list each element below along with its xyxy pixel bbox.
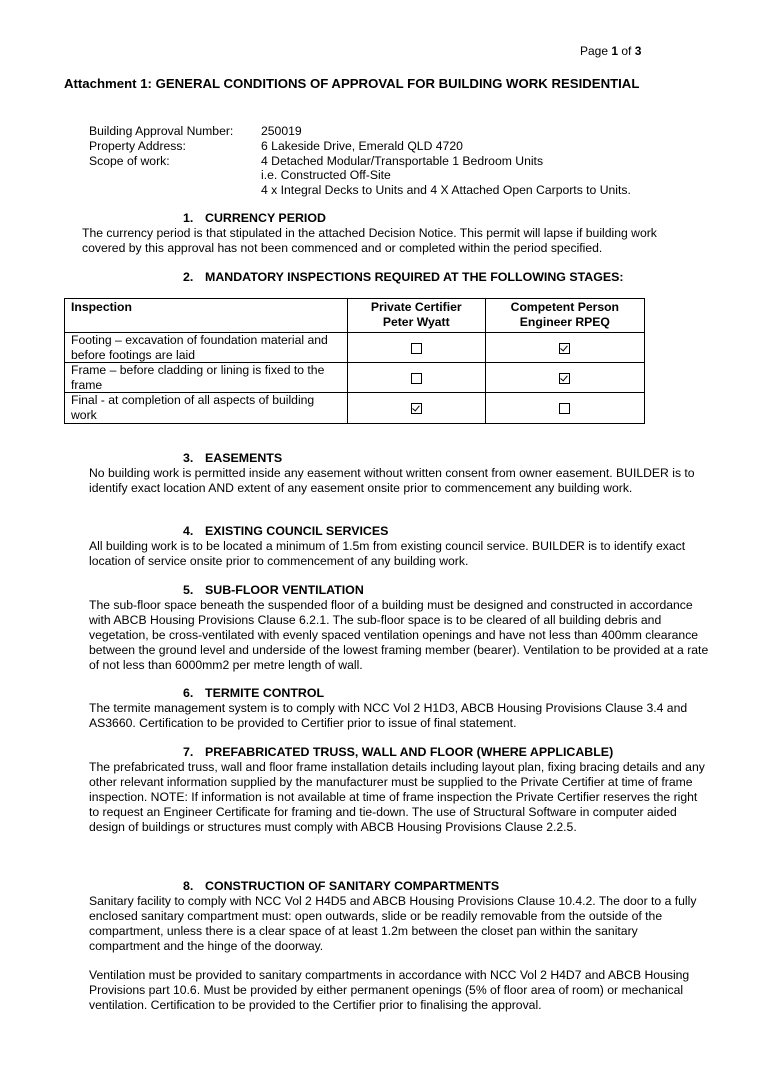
table-row: [65, 393, 645, 423]
section-text-prefabricated: The prefabricated truss, wall and floor frame installation details including layout plan, fixing bracing details and any other relevant information supplied by the manufacturer must be supplied to the Private Certifier at time of frame inspection. NOTE: If information is not available at time of frame inspection the Private Certifier reserves the right to request an Engineer Certificate for framing and tie-down. The use of Structural Software in computer aided design of buildings or structures must comply with ABCB Housing Provisions Clause 2.2.5.: [89, 760, 705, 834]
inspection-stage: Footing – excavation of foundation material and before footings are laid: [65, 333, 348, 363]
section-text-termite: The termite management system is to comply with NCC Vol 2 H1D3, ABCB Housing Provisions Clause 3.4 and AS3660. Certification to be provided to Certifier prior to issue of final statement.: [89, 701, 688, 730]
approval-number-value: 250019: [261, 124, 302, 138]
scope-label: Scope of work:: [89, 153, 170, 168]
page-number: Page 1 of 3: [580, 44, 642, 58]
section-heading-easements: 3. EASEMENTS: [183, 451, 283, 465]
section-text-currency: The currency period is that stipulated in the attached Decision Notice. This permit will lapse if building work covered by this approval has not been commenced and or completed within the period specified.: [82, 226, 657, 255]
section-heading-inspections: 2. MANDATORY INSPECTIONS REQUIRED AT THE FOLLOWING STAGES:: [183, 270, 624, 284]
section-text-council-services: All building work is to be located a minimum of 1.5m from existing council service. BUILDER is to identify exact location of service onsite prior to commencement of any building work.: [89, 539, 686, 568]
scope-line: i.e. Constructed Off-Site: [261, 168, 391, 183]
section-heading-currency: 1. CURRENCY PERIOD: [183, 211, 326, 225]
approval-details: [89, 124, 631, 198]
property-address-label: Property Address:: [89, 138, 186, 153]
section-text-easements: No building work is permitted inside any easement without written consent from owner easement. BUILDER is to identify exact location AND extent of any easement onsite prior to commencement any building work.: [89, 466, 695, 495]
property-address-value: 6 Lakeside Drive, Emerald QLD 4720: [261, 138, 463, 153]
section-heading-prefabricated: 7. PREFABRICATED TRUSS, WALL AND FLOOR (WHERE APPLICABLE): [183, 745, 614, 759]
inspection-stage: Final - at completion of all aspects of building work: [65, 393, 348, 423]
section-heading-subfloor: 5. SUB-FLOOR VENTILATION: [183, 583, 364, 597]
section-heading-termite: 6. TERMITE CONTROL: [183, 686, 325, 700]
header-private-certifier: Private Certifier Peter Wyatt: [347, 299, 485, 333]
checkbox-certifier-footing[interactable]: [411, 343, 422, 354]
scope-line: 4 x Integral Decks to Units and 4 X Attached Open Carports to Units.: [261, 183, 631, 198]
approval-number-label: Building Approval Number:: [89, 124, 234, 138]
section-text-subfloor: The sub-floor space beneath the suspended floor of a building must be designed and constructed in accordance with ABCB Housing Provisions Clause 6.2.1. The sub-floor space is to be cleared of all building debris and vegetation, be cross-ventilated with evenly spaced ventilation openings and have not less than 400mm clearance between the ground level and underside of the lowest framing member (bearer). Ventilation to be provided at a rate of not less than 6000mm2 per metre length of wall.: [89, 598, 709, 672]
header-competent-person: Competent Person Engineer RPEQ: [485, 299, 644, 333]
checkbox-certifier-frame[interactable]: [411, 373, 422, 384]
checkbox-certifier-final[interactable]: [411, 403, 422, 414]
section-text-sanitary: Sanitary facility to comply with NCC Vol 2 H4D5 and ABCB Housing Provisions Clause 10.4.2. The door to a fully enclosed sanitary compartment must: open outwards, slide or be readily removable from the outside of the compartment, unless there is a clear space of at least 1.2m between the closet pan within the sanitary compartment and the hinge of the doorway.: [89, 894, 697, 953]
checkbox-competent-final[interactable]: [559, 403, 570, 414]
checkbox-competent-footing[interactable]: [559, 343, 570, 354]
table-row: [65, 333, 645, 363]
section-text-sanitary-ventilation: Ventilation must be provided to sanitary compartments in accordance with NCC Vol 2 H4D7 and ABCB Housing Provisions part 10.6. Must be provided by either permanent openings (5% of floor area of room) or mechanical ventilation. Certification to be provided to the Certifier prior to finalising the approval.: [89, 968, 690, 1012]
checkbox-competent-frame[interactable]: [559, 373, 570, 384]
inspection-stage: Frame – before cladding or lining is fixed to the frame: [65, 363, 348, 393]
scope-line: 4 Detached Modular/Transportable 1 Bedroom Units: [261, 153, 544, 168]
document-title: Attachment 1: GENERAL CONDITIONS OF APPROVAL FOR BUILDING WORK RESIDENTIAL: [64, 76, 640, 91]
section-heading-council-services: 4. EXISTING COUNCIL SERVICES: [183, 524, 389, 538]
inspections-table: [64, 298, 645, 424]
header-inspection: Inspection: [65, 299, 348, 333]
section-heading-sanitary: 8. CONSTRUCTION OF SANITARY COMPARTMENTS: [183, 879, 500, 893]
table-row: [65, 363, 645, 393]
